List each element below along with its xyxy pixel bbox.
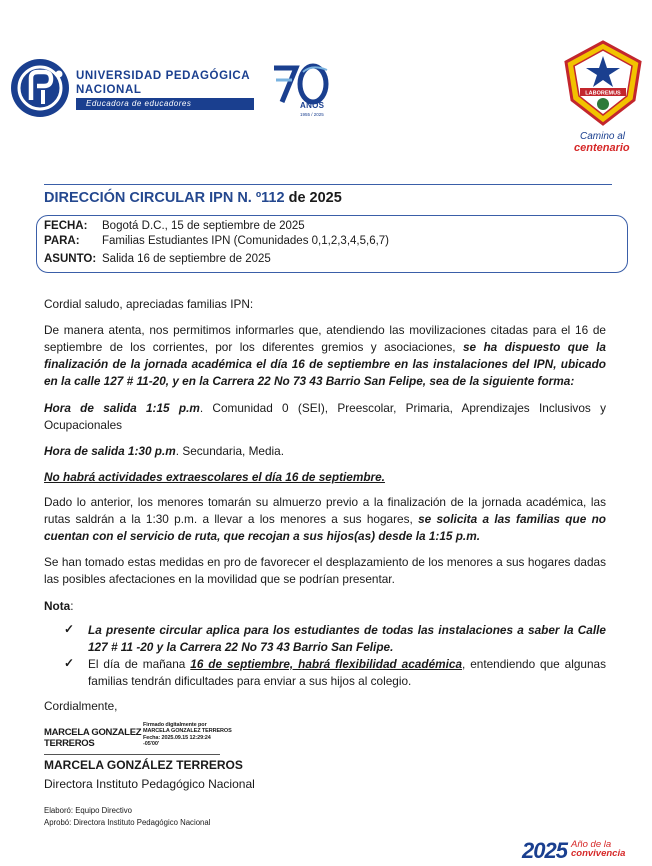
paragraph-1: De manera atenta, nos permitimos informarles que, atendiendo las movilizaciones citadas para el 16 de septiembre de los corrientes, por los diferentes gremios y asociaciones, se ha dispuesto que la finalización de la jornada académica el día 16 de septiembre en las instalaciones del IPN, ubicado en la calle 127 # 11-20, y en la Carrera 22 No 73 43 Barrio San Felipe, sea de la siguiente forma: bbox=[44, 323, 606, 388]
digital-signature-name: MARCELA GONZALEZ TERREROS bbox=[44, 727, 142, 749]
nota-heading: Nota: bbox=[44, 599, 74, 613]
university-tagline: Educadora de educadores bbox=[76, 98, 254, 110]
university-name: UNIVERSIDAD PEDAGÓGICA NACIONAL bbox=[76, 70, 251, 96]
greeting: Cordial saludo, apreciadas familias IPN: bbox=[44, 297, 254, 311]
digital-signature-details: Firmado digitalmente por MARCELA GONZALEZ TERREROS Fecha: 2025.09.15 12:29:24 -05'00' bbox=[143, 722, 232, 748]
aprobo: Aprobó: Directora Instituto Pedagógico Nacional bbox=[44, 818, 211, 827]
nota-item-1: La presente circular aplica para los estudiantes de todas las instalaciones a saber la Calle 127 # 11 -20 y la Carrera 22 No 73 43 Barrio San Felipe. bbox=[88, 623, 606, 654]
signer-role: Directora Instituto Pedagógico Nacional bbox=[44, 777, 255, 791]
footer-year: 2025 bbox=[522, 838, 567, 863]
fecha-label: FECHA: bbox=[44, 220, 88, 232]
title-divider bbox=[44, 184, 612, 185]
para-label: PARA: bbox=[44, 235, 80, 247]
para-row bbox=[44, 234, 80, 249]
asunto-row bbox=[44, 252, 96, 267]
hora-salida-2: Hora de salida 1:30 p.m. Secundaria, Media. bbox=[44, 444, 284, 458]
camino-line1: Camino al bbox=[580, 131, 626, 142]
signature-line bbox=[44, 754, 220, 755]
upn-logo-icon bbox=[10, 58, 70, 118]
camino-line2: centenario bbox=[574, 142, 630, 154]
fecha-row bbox=[44, 219, 87, 234]
check-icon: ✓ bbox=[64, 656, 75, 670]
elaboro: Elaboró: Equipo Directivo bbox=[44, 806, 132, 815]
anniversary-text: AÑOS bbox=[300, 101, 325, 110]
asunto-value: Salida 16 de septiembre de 2025 bbox=[102, 253, 271, 265]
check-icon: ✓ bbox=[64, 622, 75, 636]
seal-banner-text: LABOREMUS bbox=[585, 90, 621, 97]
paragraph-3: Dado lo anterior, los menores tomarán su almuerzo previo a la finalización de la jornada académica, las rutas saldrán a la 1:30 p.m. a llevar a los menores a sus hogares, se solicita a las familias que no cuentan con el servicio de ruta, que recojan a sus hijos(as) desde la 1:15 p.m. bbox=[44, 495, 606, 543]
anniversary-years: 1955 / 2025 bbox=[300, 112, 324, 117]
ipn-seal-icon bbox=[562, 38, 644, 128]
asunto-label: ASUNTO: bbox=[44, 253, 97, 265]
closing: Cordialmente, bbox=[44, 699, 118, 713]
fecha-value: Bogotá D.C., 15 de septiembre de 2025 bbox=[102, 220, 305, 232]
no-actividades: No habrá actividades extraescolares el día 16 de septiembre. bbox=[44, 470, 385, 484]
signer-name: MARCELA GONZÁLEZ TERREROS bbox=[44, 758, 243, 772]
hora-salida-1: Hora de salida 1:15 p.m. Comunidad 0 (SEI), Preescolar, Primaria, Aprendizajes Inclusivos y Ocupacionales bbox=[44, 401, 606, 432]
para-value: Familias Estudiantes IPN (Comunidades 0,1,2,3,4,5,6,7) bbox=[102, 235, 390, 247]
nota-item-2: El día de mañana 16 de septiembre, habrá flexibilidad académica, entendiendo que algunas familias tendrán dificultades para enviar a sus hijos al colegio. bbox=[88, 657, 606, 688]
footer-motto: Año de la convivencia bbox=[571, 839, 626, 859]
document-title: DIRECCIÓN CIRCULAR IPN N. º112 de 2025 bbox=[44, 190, 342, 206]
paragraph-4: Se han tomado estas medidas en pro de favorecer el desplazamiento de los menores a sus hogares dadas las posibles afectaciones en la movilidad que se podrían presentar. bbox=[44, 555, 606, 586]
